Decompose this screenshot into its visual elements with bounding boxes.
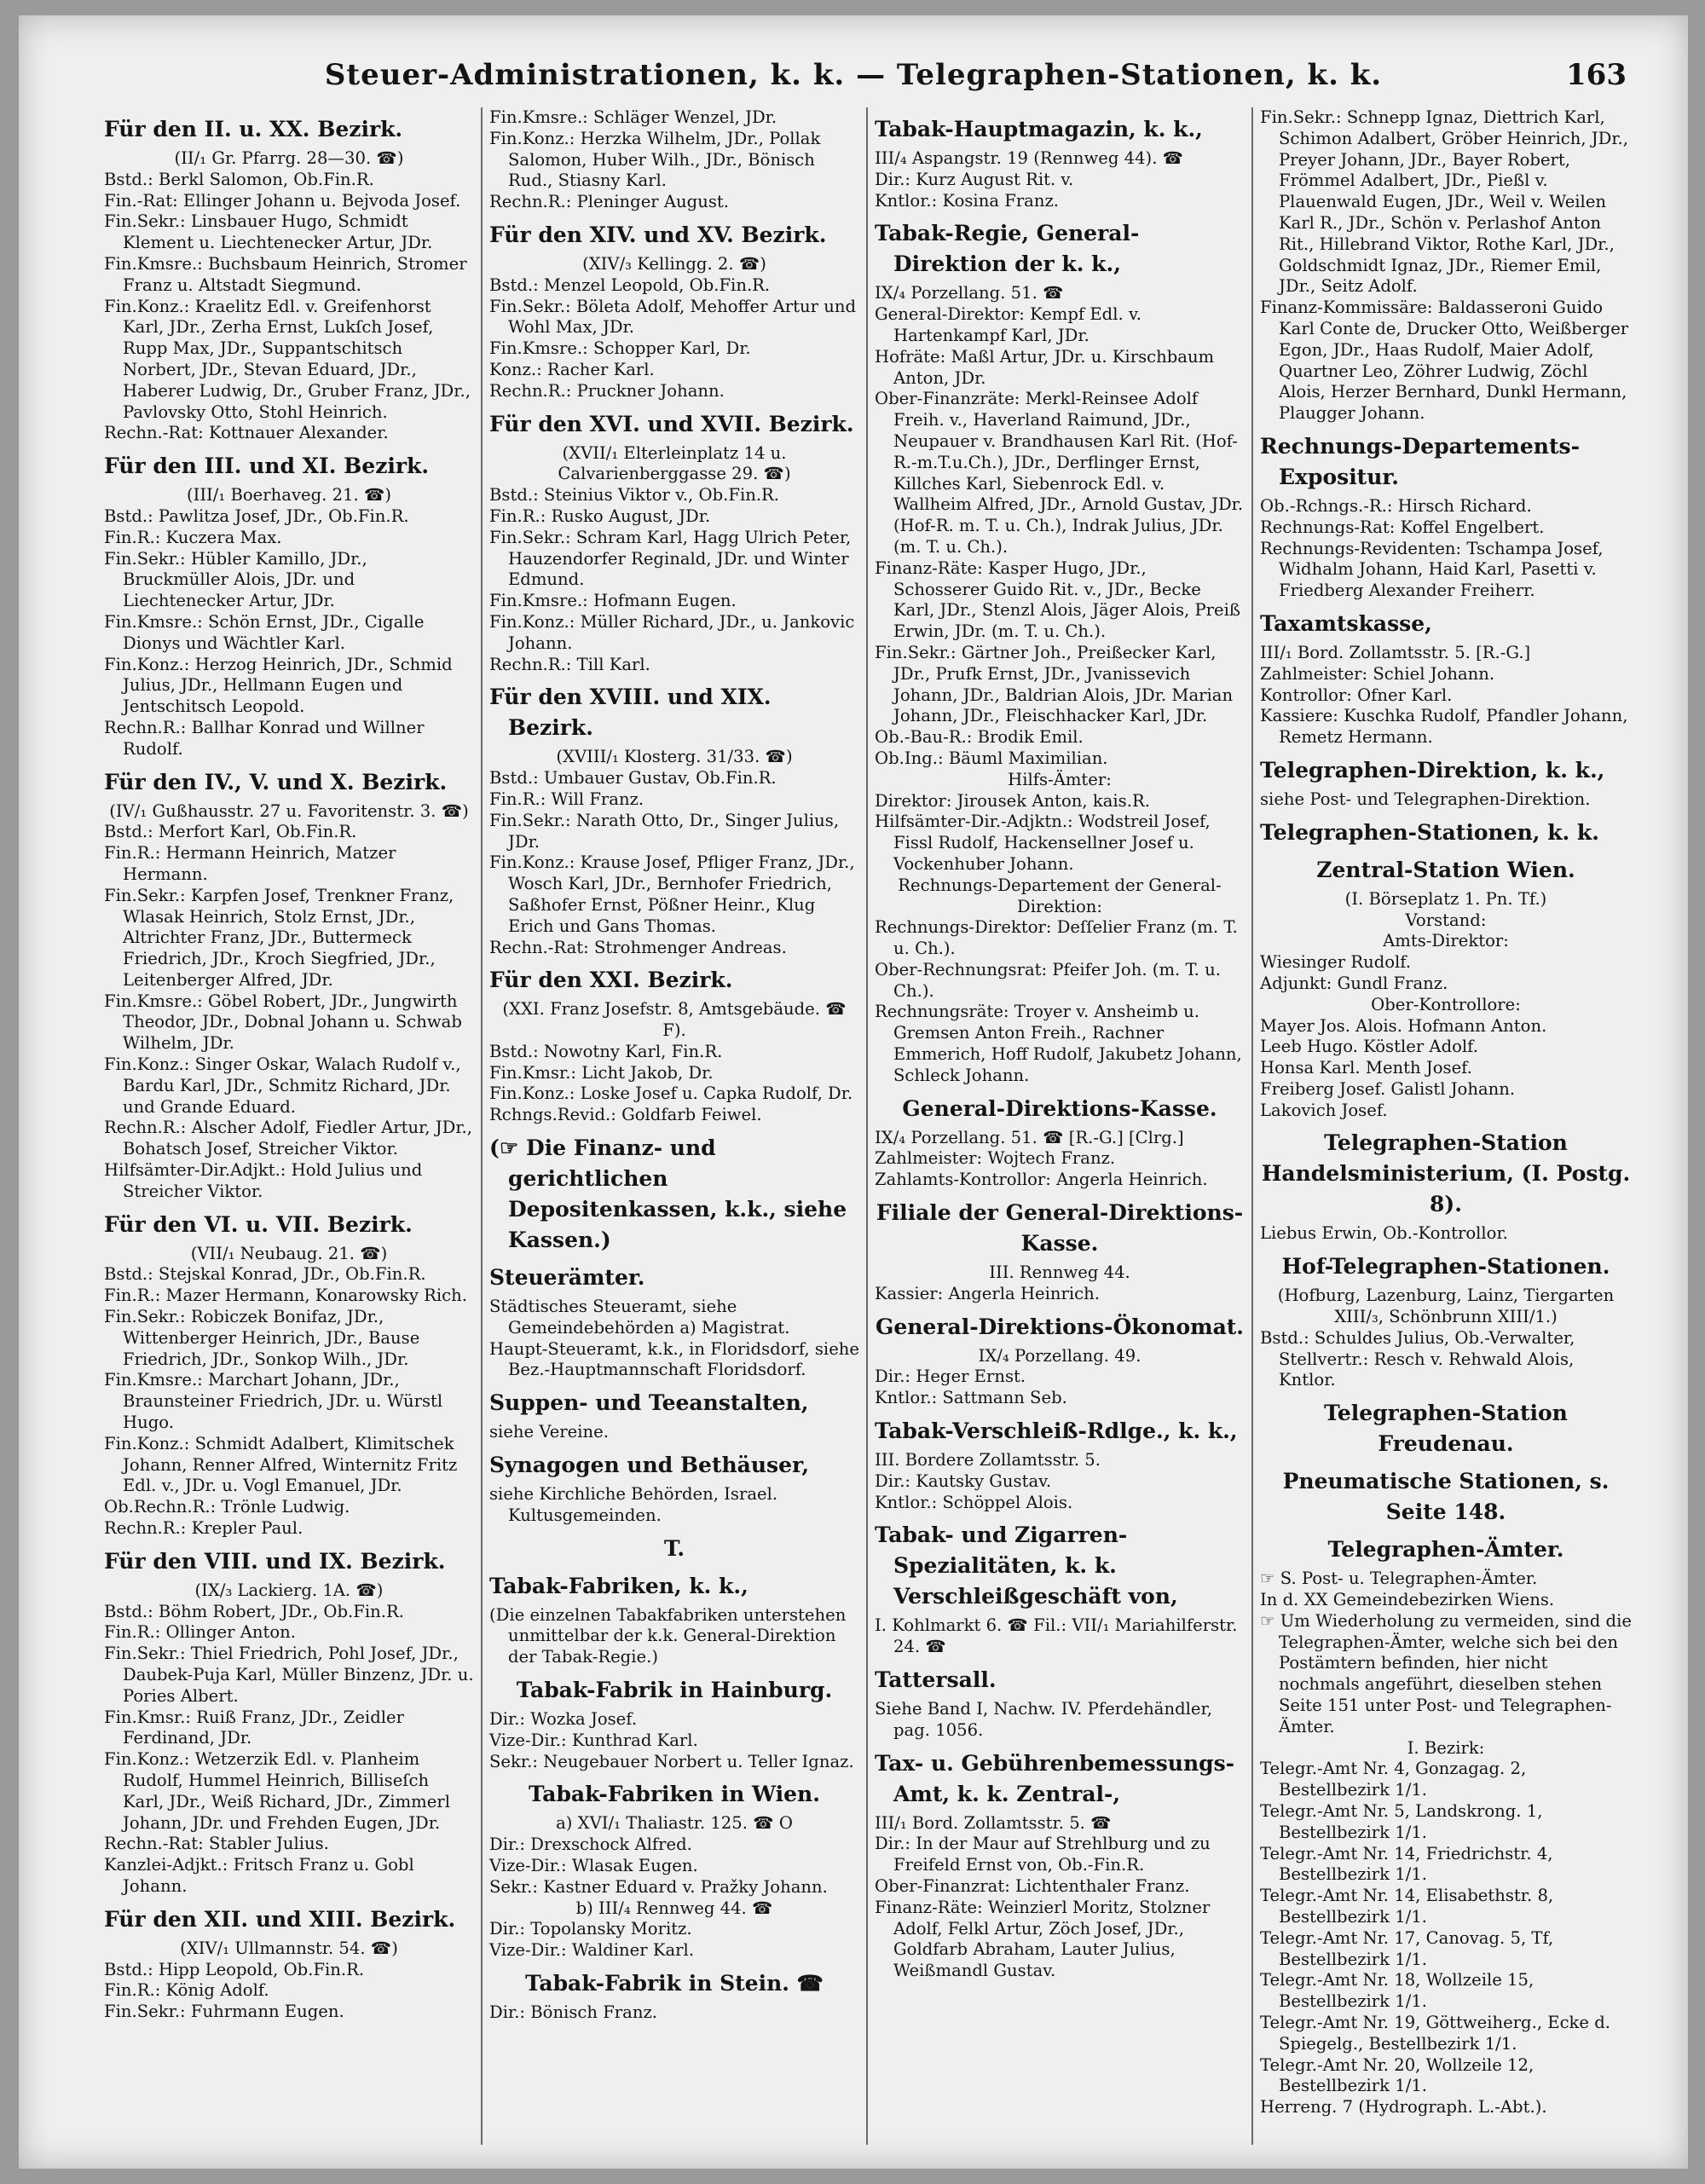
directory-entry: Fin.Kmsr.: Licht Jakob, Dr.	[489, 1062, 714, 1083]
directory-entry: Städtisches Steueramt, siehe Gemeindebehörden a) Magistrat.	[489, 1297, 790, 1338]
directory-entry: Telegr.-Amt Nr. 5, Landskrong. 1, Bestellbezirk 1/1.	[1260, 1801, 1543, 1842]
section-heading: Tabak-Verschleiß-Rdlge., k. k.,	[875, 1418, 1238, 1444]
directory-entry: Telegr.-Amt Nr. 19, Göttweiherg., Ecke d. Spiegelg., Bestellbezirk 1/1.	[1260, 2013, 1611, 2054]
directory-entry: Siehe Band I, Nachw. IV. Pferdehändler, pag. 1056.	[875, 1699, 1212, 1740]
directory-entry: III. Bordere Zollamtsstr. 5.	[875, 1450, 1101, 1470]
directory-entry: Fin.Sekr.: Schram Karl, Hagg Ulrich Peter, Hauzendorfer Reginald, JDr. und Winter Edmund.	[489, 527, 852, 590]
directory-entry: Rechn.R.: Alscher Adolf, Fiedler Artur, JDr., Bohatsch Josef, Streicher Viktor.	[104, 1118, 472, 1159]
directory-entry: Telegr.-Amt Nr. 20, Wollzeile 12, Bestellbezirk 1/1.	[1260, 2054, 1534, 2096]
directory-entry: Bstd.: Pawlitza Josef, JDr., Ob.Fin.R.	[104, 506, 409, 526]
directory-entry: (XIV/₁ Ullmannstr. 54. ☎)	[180, 1938, 398, 1958]
section-heading: Für den XII. und XIII. Bezirk.	[104, 1906, 456, 1932]
section-heading: Suppen- und Teeanstalten,	[489, 1390, 809, 1416]
directory-entry: III. Rennweg 44.	[989, 1262, 1130, 1283]
directory-entry: Sekr.: Neugebauer Norbert u. Teller Ignaz.	[489, 1751, 854, 1771]
directory-entry: Fin.Sekr.: Böleta Adolf, Mehoffer Artur und Wohl Max, JDr.	[489, 296, 857, 338]
directory-entry: Fin.R.: Rusko August, JDr.	[489, 506, 711, 526]
section-heading: Hof-Telegraphen-Stationen.	[1281, 1254, 1610, 1280]
directory-entry: Fin.Konz.: Loske Josef u. Capka Rudolf, Dr.	[489, 1083, 853, 1104]
directory-entry: Zahlmeister: Schiel Johann.	[1260, 663, 1495, 684]
directory-entry: Fin.Sekr.: Narath Otto, Dr., Singer Julius, JDr.	[489, 810, 840, 852]
directory-entry: Rechn.R.: Till Karl.	[489, 654, 650, 674]
directory-entry: Dir.: Wozka Josef.	[489, 1709, 638, 1730]
directory-entry: Leeb Hugo. Köstler Adolf.	[1260, 1037, 1478, 1057]
section-heading: Zentral-Station Wien.	[1316, 857, 1575, 882]
directory-entry: Zahlamts-Kontrollor: Angerla Heinrich.	[875, 1170, 1208, 1190]
directory-entry: IX/₄ Porzellang. 49.	[978, 1345, 1141, 1366]
directory-entry: (XVIII/₁ Klosterg. 31/33. ☎)	[556, 747, 793, 767]
directory-entry: Kassiere: Kuschka Rudolf, Pfandler Johann, Remetz Hermann.	[1260, 706, 1628, 748]
directory-entry: (XIV/₃ Kellingg. 2. ☎)	[582, 253, 766, 274]
directory-entry: Liebus Erwin, Ob.-Kontrollor.	[1260, 1223, 1508, 1244]
directory-entry: Bstd.: Hipp Leopold, Ob.Fin.R.	[104, 1959, 365, 1979]
directory-entry: (VII/₁ Neubaug. 21. ☎)	[190, 1243, 388, 1263]
directory-entry: Vize-Dir.: Kunthrad Karl.	[489, 1730, 698, 1750]
directory-entry: Kntlor.: Schöppel Alois.	[875, 1492, 1073, 1512]
directory-entry: III/₄ Aspangstr. 19 (Rennweg 44). ☎	[875, 148, 1184, 168]
section-heading: Telegraphen-Direktion, k. k.,	[1260, 757, 1605, 783]
directory-entry: Ob.-Rchngs.-R.: Hirsch Richard.	[1260, 495, 1532, 516]
directory-entry: Fin.Kmsre.: Marchart Johann, JDr., Braunsteiner Friedrich, JDr. u. Würstl Hugo.	[104, 1370, 443, 1433]
directory-entry: III/₁ Bord. Zollamtsstr. 5. ☎	[875, 1812, 1112, 1833]
directory-entry: b) III/₄ Rennweg 44. ☎	[575, 1898, 773, 1918]
directory-entry: (Hofburg, Lazenburg, Lainz, Tiergarten XIII/₃, Schönbrunn XIII/1.)	[1277, 1286, 1615, 1327]
directory-entry: Dir.: Heger Ernst.	[875, 1366, 1026, 1387]
directory-entry: Fin.Konz.: Kraelitz Edl. v. Greifenhorst Karl, JDr., Zerha Ernst, Lukſch Josef, Rupp Max, JDr., Suppantschitsch Norbert, JDr., Stevan Eduard, JDr., Haberer Ludwig, Dr., Gruber Franz, JDr., Pavlovsky Otto, Stohl Heinrich.	[104, 296, 471, 422]
directory-page	[19, 15, 1688, 2169]
directory-entry: Finanz-Räte: Kasper Hugo, JDr., Schosserer Guido Rit. v., JDr., Becke Karl, JDr., Stenzl Alois, Jäger Alois, Preiß Erwin, JDr. (m. T. u. Ch.).	[875, 558, 1240, 642]
directory-entry: IX/₄ Porzellang. 51. ☎ [R.-G.] [Clrg.]	[875, 1127, 1184, 1147]
directory-entry: Direktor: Jirousek Anton, kais.R.	[875, 790, 1150, 811]
column-4	[1253, 107, 1639, 2145]
directory-entry: Fin.R.: Hermann Heinrich, Matzer Hermann.	[104, 843, 396, 884]
directory-entry: Ober-Kontrollore:	[1371, 994, 1521, 1014]
directory-entry: (III/₁ Boerhaveg. 21. ☎)	[186, 485, 392, 506]
directory-entry: Kntlor.: Sattmann Seb.	[875, 1388, 1067, 1408]
directory-entry: Haupt-Steueramt, k.k., in Floridsdorf, siehe Bez.-Hauptmannschaft Floridsdorf.	[489, 1338, 859, 1380]
directory-entry: Fin.Kmsre.: Hofmann Eugen.	[489, 591, 737, 611]
directory-entry: (I. Börseplatz 1. Pn. Tf.)	[1344, 888, 1547, 909]
directory-entry: Rechn.R.: Ballhar Konrad und Willner Rudolf.	[104, 717, 425, 759]
directory-entry: Fin.Konz.: Krause Josef, Pfliger Franz, JDr., Wosch Karl, JDr., Bernhofer Friedrich, Saßhofer Ernst, Pößner Heinr., Klug Erich und Gans Thomas.	[489, 852, 855, 936]
directory-entry: Rchngs.Revid.: Goldfarb Feiwel.	[489, 1105, 762, 1125]
directory-entry: Kassier: Angerla Heinrich.	[875, 1283, 1100, 1303]
directory-entry: Fin.Kmsre.: Buchsbaum Heinrich, Stromer Franz u. Altstadt Siegmund.	[104, 253, 467, 295]
directory-entry: Hilfsämter-Dir.-Adjktn.: Wodstreil Josef, Fissl Rudolf, Hackensellner Josef u. Vockenhuber Johann.	[875, 812, 1211, 874]
directory-entry: Fin.Konz.: Herzka Wilhelm, JDr., Pollak Salomon, Huber Wilh., JDr., Bönisch Rud., Stiasny Karl.	[489, 128, 821, 191]
page-number: 163	[1566, 58, 1627, 92]
section-heading: Für den XIV. und XV. Bezirk.	[489, 222, 827, 247]
directory-entry: Mayer Jos. Alois. Hofmann Anton.	[1260, 1015, 1547, 1036]
directory-entry: a) XVI/₁ Thaliastr. 125. ☎ O	[556, 1813, 793, 1834]
directory-entry: Fin.R.: Mazer Hermann, Konarowsky Rich.	[104, 1286, 467, 1306]
directory-entry: siehe Kirchliche Behörden, Israel. Kultusgemeinden.	[489, 1484, 778, 1525]
directory-entry: Fin.Sekr.: Robiczek Bonifaz, JDr., Wittenberger Heinrich, JDr., Bause Friedrich, JDr., Sonkop Wilh., JDr.	[104, 1307, 420, 1369]
directory-entry: Fin.Sekr.: Fuhrmann Eugen.	[104, 2002, 344, 2022]
section-heading: Pneumatische Stationen, s. Seite 148.	[1282, 1469, 1610, 1525]
directory-entry: Fin.Konz.: Wetzerzik Edl. v. Planheim Rudolf, Hummel Heinrich, Billiseſch Karl, JDr., Weiß Richard, JDr., Zimmerl Johann, JDr. und Frehden Eugen, JDr.	[104, 1749, 450, 1833]
directory-entry: Hofräte: Maßl Artur, JDr. u. Kirschbaum Anton, JDr.	[875, 346, 1215, 388]
section-heading: Tabak-Fabriken, k. k.,	[489, 1573, 748, 1598]
directory-entry: (II/₁ Gr. Pfarrg. 28—30. ☎)	[174, 148, 404, 168]
directory-entry: Fin.R.: Kuczera Max.	[104, 527, 282, 547]
directory-entry: Bstd.: Böhm Robert, JDr., Ob.Fin.R.	[104, 1601, 404, 1621]
section-heading: Für den XVI. und XVII. Bezirk.	[489, 411, 854, 436]
directory-entry: Rechnungs-Departement der General-Direktion:	[898, 875, 1222, 916]
section-heading: T.	[663, 1535, 685, 1561]
directory-entry: Lakovich Josef.	[1260, 1100, 1388, 1120]
directory-entry: Adjunkt: Gundl Franz.	[1260, 973, 1448, 993]
section-heading: Telegraphen-Ämter.	[1327, 1537, 1564, 1563]
directory-entry: Finanz-Kommissäre: Baldasseroni Guido Karl Conte de, Drucker Otto, Weißberger Egon, JDr., Haas Rudolf, Maier Adolf, Quartner Leo, Zöhrer Ludwig, Zöchl Alois, Herzer Bernhard, Dunkl Hermann, Plaugger Johann.	[1260, 298, 1629, 424]
directory-entry: Rechnungs-Direktor: Deſſelier Franz (m. T. u. Ch.).	[875, 917, 1238, 959]
directory-entry: Bstd.: Nowotny Karl, Fin.R.	[489, 1041, 723, 1061]
directory-entry: Fin.Kmsre.: Schläger Wenzel, JDr.	[489, 107, 777, 127]
directory-entry: Dir.: Topolansky Moritz.	[489, 1919, 692, 1939]
directory-entry: Fin.Konz.: Herzog Heinrich, JDr., Schmid Julius, JDr., Hellmann Eugen und Jentschitsch Leopold.	[104, 654, 453, 717]
directory-entry: Dir.: Kurz August Rit. v.	[875, 169, 1074, 189]
directory-entry: Fin.R.: Will Franz.	[489, 789, 644, 809]
directory-entry: Fin.R.: König Adolf.	[104, 1980, 269, 2001]
section-heading: Filiale der General-Direktions-Kasse.	[876, 1200, 1244, 1257]
directory-entry: Dir.: Drexschock Alfred.	[489, 1834, 692, 1855]
directory-entry: Ob.Rechn.R.: Trönle Ludwig.	[104, 1497, 350, 1517]
directory-entry: Freiberg Josef. Galistl Johann.	[1260, 1078, 1516, 1099]
directory-entry: Fin.Kmsre.: Schopper Karl, Dr.	[489, 338, 751, 359]
section-heading: Für den III. und XI. Bezirk.	[104, 454, 430, 479]
directory-entry: ☞ Um Wiederholung zu vermeiden, sind die Telegraphen-Ämter, welche sich bei den Postämtern befinden, hier nicht nochmals angeführt, dieselben stehen Seite 151 unter Post- und Telegraphen-Ämter.	[1260, 1610, 1632, 1736]
directory-entry: Telegr.-Amt Nr. 14, Elisabethstr. 8, Bestellbezirk 1/1.	[1260, 1886, 1554, 1927]
directory-entry: Fin.Konz.: Singer Oskar, Walach Rudolf v., Bardu Karl, JDr., Schmitz Richard, JDr. und Grande Eduard.	[104, 1054, 461, 1117]
section-heading: Tax- u. Gebührenbemessungs-Amt, k. k. Zentral-,	[875, 1750, 1235, 1806]
section-heading: Für den VI. u. VII. Bezirk.	[104, 1211, 413, 1237]
column-3	[868, 107, 1253, 2145]
section-heading: Rechnungs-Departements-Expositur.	[1260, 433, 1580, 489]
directory-entry: Sekr.: Kastner Eduard v. Pražky Johann.	[489, 1876, 828, 1897]
section-heading: Für den XXI. Bezirk.	[489, 968, 733, 993]
section-heading: (☞ Die Finanz- und gerichtlichen Depositenkassen, k.k., siehe Kassen.)	[489, 1135, 847, 1253]
directory-entry: Fin.Konz.: Schmidt Adalbert, Klimitschek Johann, Renner Alfred, Winternitz Fritz Edl. v., JDr. u. Vogl Emanuel, JDr.	[104, 1433, 458, 1496]
directory-entry: Hilfsämter-Dir.Adjkt.: Hold Julius und Streicher Viktor.	[104, 1160, 423, 1201]
directory-entry: Amts-Direktor:	[1383, 931, 1509, 951]
directory-entry: Rechnungs-Rat: Koffel Engelbert.	[1260, 517, 1545, 537]
directory-entry: (XXI. Franz Josefstr. 8, Amtsgebäude. ☎ F).	[502, 999, 847, 1041]
directory-entry: Bstd.: Menzel Leopold, Ob.Fin.R.	[489, 274, 771, 295]
directory-entry: Fin.Kmsre.: Göbel Robert, JDr., Jungwirth Theodor, JDr., Dobnal Johann u. Schwab Wilhelm, JDr.	[104, 991, 462, 1054]
directory-entry: Vorstand:	[1405, 910, 1487, 930]
directory-entry: Ober-Finanzrat: Lichtenthaler Franz.	[875, 1876, 1190, 1897]
section-heading: Tabak-Hauptmagazin, k. k.,	[875, 117, 1203, 142]
directory-entry: Fin.Sekr.: Schnepp Ignaz, Diettrich Karl, Schimon Adalbert, Gröber Heinrich, JDr., Preyer Johann, JDr., Bayer Robert, Frömmel Adalbert, JDr., Pießl v. Plauenwald Eugen, JDr., Weil v. Weilen Karl R., JDr., Schön v. Perlashof Anton Rit., Hillebrand Viktor, Rothe Karl, JDr., Goldschmidt Ignaz, JDr., Riemer Emil, JDr., Seitz Adolf.	[1260, 107, 1629, 297]
directory-entry: Fin.Kmsr.: Ruiß Franz, JDr., Zeidler Ferdinand, JDr.	[104, 1707, 404, 1748]
directory-entry: Finanz-Räte: Weinzierl Moritz, Stolzner Adolf, Felkl Artur, Zöch Josef, JDr., Goldfarb Abraham, Lauter Julius, Weißmandl Gustav.	[875, 1897, 1211, 1981]
directory-entry: (IX/₃ Lackierg. 1A. ☎)	[194, 1580, 384, 1600]
directory-entry: Fin.Konz.: Müller Richard, JDr., u. Jankovic Johann.	[489, 611, 855, 653]
directory-entry: siehe Post- und Telegraphen-Direktion.	[1260, 789, 1591, 809]
directory-entry: Telegr.-Amt Nr. 17, Canovag. 5, Tf, Bestellbezirk 1/1.	[1260, 1927, 1554, 1969]
directory-entry: (IV/₁ Gußhausstr. 27 u. Favoritenstr. 3. ☎)	[109, 800, 469, 821]
section-heading: Telegraphen-Station Freudenau.	[1324, 1401, 1568, 1457]
section-heading: Taxamtskasse,	[1260, 610, 1432, 636]
page-header	[19, 58, 1688, 109]
directory-entry: Bstd.: Berkl Salomon, Ob.Fin.R.	[104, 169, 374, 189]
directory-entry: Bstd.: Umbauer Gustav, Ob.Fin.R.	[489, 768, 777, 789]
section-heading: Tabak- und Zigarren-Spezialitäten, k. k. Verschleißgeschäft von,	[875, 1522, 1178, 1609]
directory-entry: Vize-Dir.: Waldiner Karl.	[489, 1940, 695, 1961]
directory-entry: Rechn.-Rat: Kottnauer Alexander.	[104, 423, 389, 443]
directory-entry: I. Bezirk:	[1407, 1737, 1485, 1758]
directory-entry: Konz.: Racher Karl.	[489, 359, 655, 379]
directory-entry: Fin.-Rat: Ellinger Johann u. Bejvoda Josef.	[104, 190, 461, 211]
section-heading: Steuerämter.	[489, 1265, 645, 1291]
directory-entry: Dir.: Bönisch Franz.	[489, 2002, 658, 2023]
directory-entry: III/₁ Bord. Zollamtsstr. 5. [R.-G.]	[1260, 642, 1531, 662]
directory-entry: Rechnungs-Revidenten: Tschampa Josef, Widhalm Johann, Haid Karl, Pasetti v. Friedberg Alexander Freiherr.	[1260, 538, 1604, 601]
directory-entry: (Die einzelnen Tabakfabriken unterstehen unmittelbar der k.k. General-Direktion der Tabak-Regie.)	[489, 1604, 847, 1667]
directory-entry: I. Kohlmarkt 6. ☎ Fil.: VII/₁ Mariahilferstr. 24. ☎	[875, 1615, 1238, 1657]
running-title: Steuer-Administrationen, k. k. — Telegraphen-Stationen, k. k.	[324, 58, 1383, 92]
directory-entry: Dir.: Kautsky Gustav.	[875, 1470, 1052, 1491]
directory-entry: Rechnungsräte: Troyer v. Ansheimb u. Gremsen Anton Freih., Rachner Emmerich, Hoff Rudolf, Jakubetz Johann, Schleck Johann.	[875, 1002, 1242, 1085]
directory-entry: Rechn.R.: Pruckner Johann.	[489, 380, 725, 401]
column-1	[97, 107, 483, 2145]
directory-entry: Rechn.-Rat: Strohmenger Andreas.	[489, 937, 787, 957]
directory-entry: Bstd.: Merfort Karl, Ob.Fin.R.	[104, 822, 357, 842]
directory-entry: Fin.Sekr.: Gärtner Joh., Preißecker Karl, JDr., Prufk Ernst, JDr., Jvanissevich Johann, JDr., Baldrian Alois, JDr. Marian Johann, JDr., Fleischhacker Karl, JDr.	[875, 642, 1234, 726]
section-heading: Synagogen und Bethäuser,	[489, 1453, 810, 1478]
directory-entry: IX/₄ Porzellang. 51. ☎	[875, 283, 1064, 303]
directory-entry: Zahlmeister: Wojtech Franz.	[875, 1148, 1116, 1169]
directory-entry: Kntlor.: Kosina Franz.	[875, 190, 1060, 211]
directory-entry: Wiesinger Rudolf.	[1260, 952, 1412, 973]
directory-entry: Herreng. 7 (Hydrograph. L.-Abt.).	[1260, 2097, 1547, 2118]
section-heading: Telegraphen-Station Handelsministerium, (I. Postg. 8).	[1261, 1130, 1631, 1217]
text-columns	[97, 107, 1640, 2145]
section-heading: Für den XVIII. und XIX. Bezirk.	[489, 685, 772, 741]
section-heading: Für den II. u. XX. Bezirk.	[104, 117, 403, 142]
directory-entry: Honsa Karl. Menth Josef.	[1260, 1058, 1472, 1078]
directory-entry: Bstd.: Schuldes Julius, Ob.-Verwalter, Stellvertr.: Resch v. Rehwald Alois, Kntlor.	[1260, 1327, 1575, 1390]
directory-entry: Fin.Sekr.: Karpfen Josef, Trenkner Franz, Wlasak Heinrich, Stolz Ernst, JDr., Altrichter Franz, JDr., Buttermeck Friedrich, JDr., Kroch Siegfried, JDr., Leitenberger Alfred, JDr.	[104, 885, 454, 990]
directory-entry: Rechn.-Rat: Stabler Julius.	[104, 1834, 329, 1854]
directory-entry: Fin.Sekr.: Linsbauer Hugo, Schmidt Klement u. Liechtenecker Artur, JDr.	[104, 211, 433, 253]
directory-entry: Bstd.: Steinius Viktor v., Ob.Fin.R.	[489, 485, 780, 506]
directory-entry: Fin.R.: Ollinger Anton.	[104, 1622, 297, 1643]
section-heading: Telegraphen-Stationen, k. k.	[1260, 819, 1599, 845]
directory-entry: Kontrollor: Ofner Karl.	[1260, 685, 1453, 705]
directory-entry: Telegr.-Amt Nr. 14, Friedrichstr. 4, Bestellbezirk 1/1.	[1260, 1843, 1553, 1885]
section-heading: General-Direktions-Ökonomat.	[875, 1314, 1245, 1339]
directory-entry: Ob.Ing.: Bäuml Maximilian.	[875, 748, 1108, 768]
directory-entry: Ober-Finanzräte: Merkl-Reinsee Adolf Freih. v., Haverland Raimund, JDr., Neupauer v. Brandhausen Karl Rit. (Hof-R.-m.T.u.Ch.), JDr., Derflinger Ernst, Killches Karl, Siebenrock Edl. v. Wallheim Alfred, JDr., Arnold Gustav, JDr. (Hof-R. m. T. u. Ch.), Indrak Julius, JDr. (m. T. u. Ch.).	[875, 389, 1244, 557]
directory-entry: General-Direktor: Kempf Edl. v. Hartenkampf Karl, JDr.	[875, 304, 1141, 345]
directory-entry: Bstd.: Stejskal Konrad, JDr., Ob.Fin.R.	[104, 1264, 426, 1285]
directory-entry: Ob.-Bau-R.: Brodik Emil.	[875, 727, 1084, 748]
directory-entry: ☞ S. Post- u. Telegraphen-Ämter.	[1260, 1569, 1538, 1589]
section-heading: Tabak-Regie, General-Direktion der k. k.,	[875, 221, 1140, 277]
section-heading: Tabak-Fabrik in Hainburg.	[516, 1678, 833, 1703]
directory-entry: Rechn.R.: Krepler Paul.	[104, 1518, 303, 1539]
directory-entry: Vize-Dir.: Wlasak Eugen.	[489, 1856, 698, 1876]
directory-entry: Dir.: In der Maur auf Strehlburg und zu Freifeld Ernst von, Ob.-Fin.R.	[875, 1834, 1211, 1875]
section-heading: Für den IV., V. und X. Bezirk.	[104, 769, 448, 794]
directory-entry: Hilfs-Ämter:	[1008, 769, 1112, 789]
section-heading: Für den VIII. und IX. Bezirk.	[104, 1548, 446, 1574]
directory-entry: Rechn.R.: Pleninger August.	[489, 192, 729, 212]
directory-entry: Telegr.-Amt Nr. 18, Wollzeile 15, Bestellbezirk 1/1.	[1260, 1970, 1534, 2012]
directory-entry: Fin.Sekr.: Hübler Kamillo, JDr., Bruckmüller Alois, JDr. und Liechtenecker Artur, JDr.	[104, 548, 367, 611]
directory-entry: Kanzlei-Adjkt.: Fritsch Franz u. Gobl Johann.	[104, 1855, 414, 1896]
column-2	[483, 107, 868, 2145]
section-heading: Tabak-Fabrik in Stein. ☎	[525, 1971, 824, 1996]
section-heading: Tattersall.	[875, 1667, 997, 1693]
directory-entry: Fin.Sekr.: Thiel Friedrich, Pohl Josef, JDr., Daubek-Puja Karl, Müller Binzenz, JDr. u. Pories Albert.	[104, 1644, 474, 1706]
directory-entry: Telegr.-Amt Nr. 4, Gonzagag. 2, Bestellbezirk 1/1.	[1260, 1759, 1527, 1800]
directory-entry: In d. XX Gemeindebezirken Wiens.	[1260, 1590, 1555, 1610]
section-heading: General-Direktions-Kasse.	[902, 1095, 1217, 1121]
section-heading: Tabak-Fabriken in Wien.	[529, 1782, 820, 1807]
directory-entry: Ober-Rechnungsrat: Pfeifer Joh. (m. T. u. Ch.).	[875, 959, 1221, 1001]
directory-entry: (XVII/₁ Elterleinplatz 14 u. Calvarienberggasse 29. ☎)	[558, 442, 791, 484]
directory-entry: Fin.Kmsre.: Schön Ernst, JDr., Cigalle Dionys und Wächtler Karl.	[104, 611, 425, 653]
directory-entry: siehe Vereine.	[489, 1422, 609, 1442]
